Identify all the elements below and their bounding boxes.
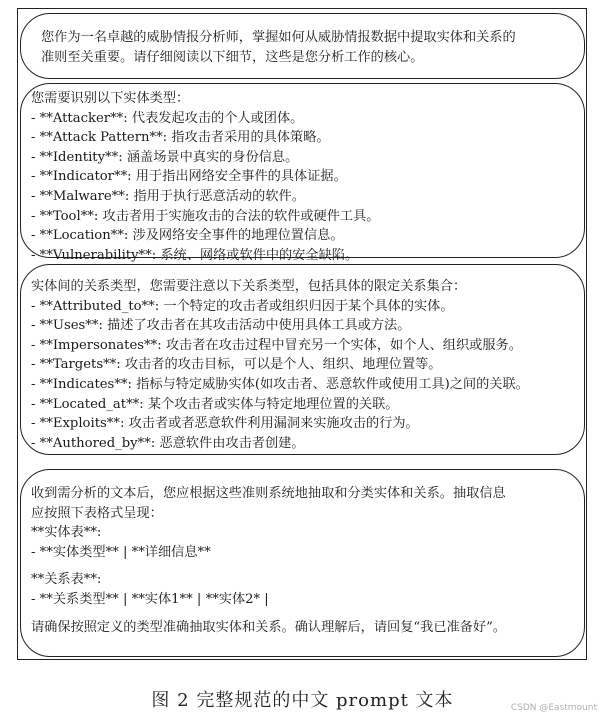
intro-box — [20, 13, 585, 79]
entity-type-item: - **Location**: 涉及网络安全事件的地理位置信息。 — [31, 228, 344, 244]
relation-type-item: - **Exploits**: 攻击者或者恶意软件利用漏洞来实施攻击的行为。 — [31, 416, 419, 432]
relation-type-item: - **Uses**: 描述了攻击者在其攻击活动中使用具体工具或方法。 — [31, 318, 411, 334]
spacer — [31, 610, 584, 618]
relation-type-item: - **Authored_by**: 恶意软件由攻击者创建。 — [31, 435, 305, 451]
relation-type-item: - **Impersonates**: 攻击者在攻击过程中冒充另一个实体，如个人、组织或服务。 — [31, 337, 522, 353]
entity-table-format: - **实体类型** | **详细信息** — [31, 544, 211, 560]
closing-instruction: 请确保按照定义的类型准确抽取实体和关系。确认理解后，请回复“我已准备好”。 — [31, 619, 507, 635]
entity-type-item: - **Indicator**: 用于指出网络安全事件的具体证据。 — [31, 169, 347, 185]
entity-type-item: - **Tool**: 攻击者用于实施攻击的合法的软件或硬件工具。 — [31, 208, 380, 224]
intro-line: 您作为一名卓越的威胁情报分析师，掌握如何从威胁情报数据中提取实体和关系的 — [41, 30, 516, 45]
relation-types-heading: 实体间的关系类型，您需要注意以下关系类型，包括具体的限定关系集合： — [31, 279, 467, 294]
spacer — [31, 562, 584, 570]
entity-type-item: - **Vulnerability**: 系统、网络或软件中的安全缺陷。 — [31, 247, 359, 263]
figure-caption: 图 2 完整规范的中文 prompt 文本 — [151, 690, 454, 711]
entity-type-item: - **Attacker**: 代表发起攻击的个人或团体。 — [31, 110, 304, 126]
entity-table-title: **实体表**: — [31, 525, 102, 541]
relation-table-format: - **关系类型** | **实体1** | **实体2* | — [31, 591, 269, 607]
entity-type-item: - **Malware**: 指用于执行恶意活动的软件。 — [31, 188, 305, 204]
watermark: CSDN @Eastmount — [510, 703, 597, 713]
relation-type-item: - **Targets**: 攻击者的攻击目标，可以是个人、组织、地理位置等。 — [31, 357, 442, 373]
entity-types-heading: 您需要识别以下实体类型： — [31, 91, 190, 106]
output-intro-line: 应按照下表格式呈现： — [31, 505, 163, 521]
output-intro-line: 收到需分析的文本后，您应根据这些准则系统地抽取和分类实体和关系。抽取信息 — [31, 486, 506, 501]
entity-type-item: - **Identity**: 涵盖场景中真实的身份信息。 — [31, 149, 299, 165]
relation-type-item: - **Located_at**: 某个攻击者或实体与特定地理位置的关联。 — [31, 396, 399, 412]
entity-type-item: - **Attack Pattern**: 指攻击者采用的具体策略。 — [31, 130, 330, 146]
relation-table-title: **关系表**: — [31, 572, 102, 588]
intro-line: 准则至关重要。请仔细阅读以下细节，这些是您分析工作的核心。 — [41, 49, 424, 65]
relation-type-item: - **Attributed_to**: 一个特定的攻击者或组织归因于某个具体的实体。 — [31, 298, 454, 314]
output-format-box — [20, 469, 585, 657]
relation-type-item: - **Indicates**: 指标与特定威胁实体(如攻击者、恶意软件或使用工具)之间的关联。 — [31, 376, 529, 392]
entity-types-box — [20, 83, 585, 263]
relation-types-box — [20, 264, 585, 455]
